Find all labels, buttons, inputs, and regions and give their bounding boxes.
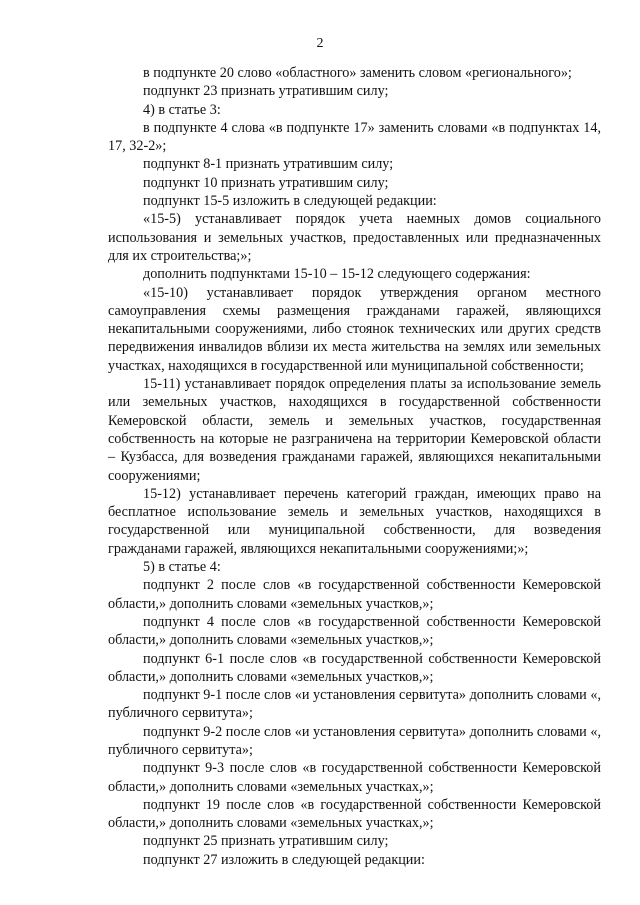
paragraph: подпункт 27 изложить в следующей редакции: xyxy=(143,851,425,868)
paragraph: 15-11) устанавливает порядок определения платы за использование земель или земельных участков, находящихся в государственной собственности Кемеровской области, земель и земельных участков, государственная собственность на которые не разграничена на территории Кемеровской области – Кузбасса, для возведения гражданами гаражей, являющихся некапитальными сооружениями; xyxy=(108,376,601,484)
paragraph: подпункт 9-1 после слов «и установления сервитута» дополнить словами «, публичного сервитута»; xyxy=(108,687,601,722)
paragraph: подпункт 8-1 признать утратившим силу; xyxy=(143,156,394,173)
paragraph: подпункт 2 после слов «в государственной собственности Кемеровской области,» дополнить словами «земельных участков,»; xyxy=(108,577,601,612)
paragraph: «15-5) устанавливает порядок учета наемных домов социального использования и земельных участков, предоставленных или предназначенных для их строительства;»; xyxy=(108,211,601,264)
paragraph: дополнить подпунктами 15-10 – 15-12 следующего содержания: xyxy=(143,266,531,283)
paragraph: в подпункте 20 слово «областного» заменить словом «регионального»; xyxy=(143,65,572,81)
paragraph: подпункт 4 после слов «в государственной собственности Кемеровской области,» дополнить словами «земельных участков,»; xyxy=(108,613,601,649)
paragraph: в подпункте 4 слова «в подпункте 17» заменить словами «в подпунктах 14, 17, 32-2»; xyxy=(108,119,601,155)
paragraph: подпункт 10 признать утратившим силу; xyxy=(143,174,389,191)
paragraph: подпункт 19 после слов «в государственной собственности Кемеровской области,» дополнить словами «земельных участках,»; xyxy=(108,796,601,832)
paragraph: «15-10) устанавливает порядок утверждения органом местного самоуправления схемы размещения гражданами гаражей, являющихся некапитальными сооружениями, либо стоянок технических или других средств передвижения инвалидов вблизи их места жительства на землях или земельных участках, находящихся в государственной или муниципальной собственности; xyxy=(108,284,601,374)
page-number: 2 xyxy=(316,36,324,51)
paragraph: 5) в статье 4: xyxy=(143,559,221,576)
paragraph: подпункт 15-5 изложить в следующей редакции: xyxy=(143,193,437,210)
paragraph: подпункт 9-2 после слов «и установления сервитута» дополнить словами «, публичного сервитута»; xyxy=(108,723,601,758)
paragraph: подпункт 9-3 после слов «в государственной собственности Кемеровской области,» дополнить словами «земельных участках,»; xyxy=(108,760,601,795)
paragraph: подпункт 6-1 после слов «в государственной собственности Кемеровской области,» дополнить словами «земельных участков,»; xyxy=(108,650,601,685)
paragraph: подпункт 23 признать утратившим силу; xyxy=(143,83,389,100)
document-body xyxy=(108,64,601,869)
paragraph: 4) в статье 3: xyxy=(143,101,221,118)
paragraph: 15-12) устанавливает перечень категорий граждан, имеющих право на бесплатное использование земель и земельных участков, находящихся в государственной или муниципальной собственности, для возведения гражданами гаражей, являющихся некапитальными сооружениями;»; xyxy=(108,485,601,557)
paragraph: подпункт 25 признать утратившим силу; xyxy=(143,833,389,850)
